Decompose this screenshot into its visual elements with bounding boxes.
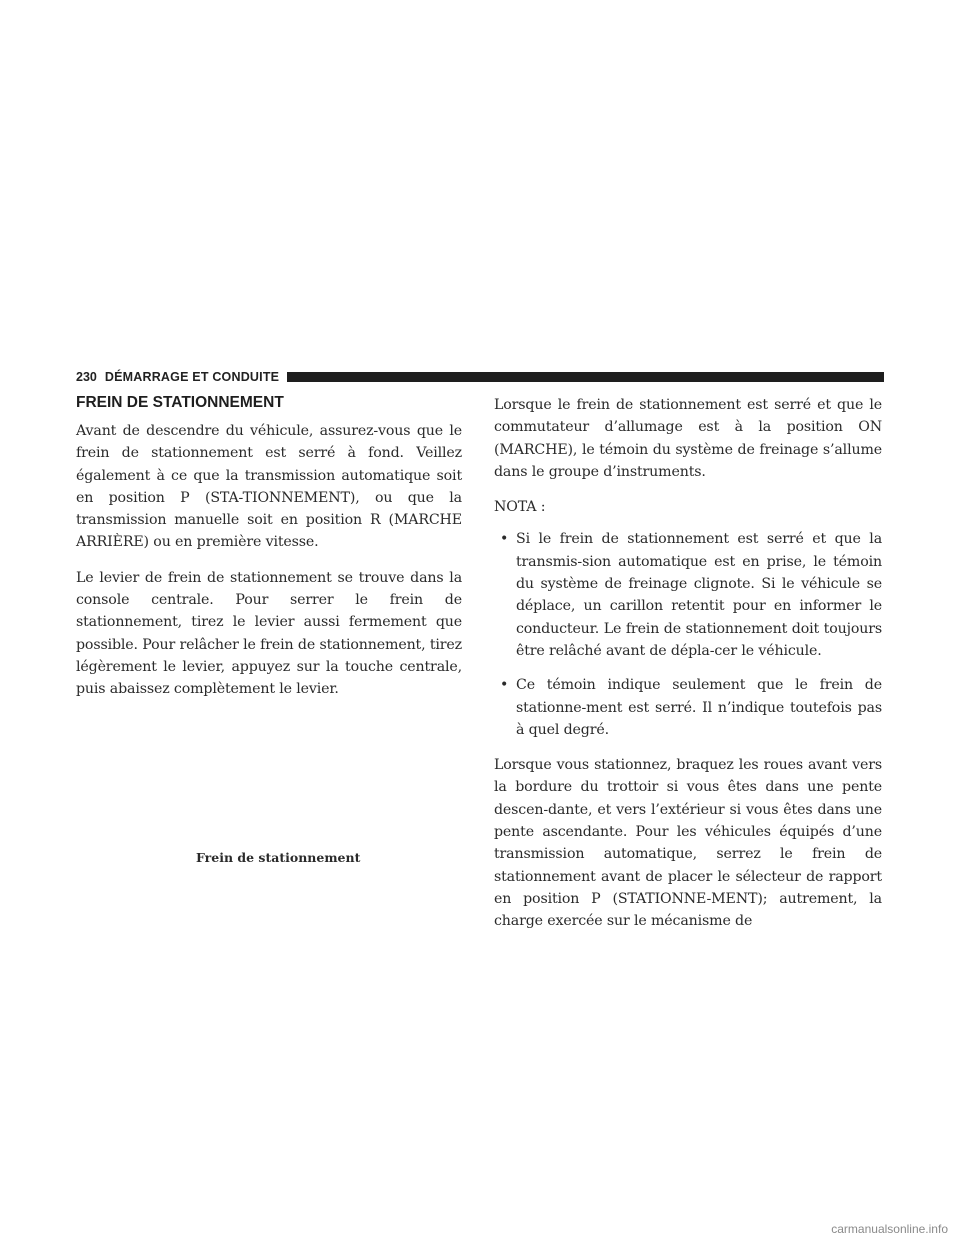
header-rule [287, 372, 884, 382]
nota-label: NOTA : [494, 499, 546, 516]
bullet-icon: • [500, 531, 509, 548]
paragraph-lever-location: Le levier de frein de stationnement se trouve dans la console centrale. Pour serrer le frein de stationnement, tirez le levier aussi fermement que possible. Pour relâcher le frein de stationnement, tirez légèrement le levier, appuyez sur la touche centrale, puis abaissez complètement le levier. [76, 569, 462, 698]
paragraph-parking-slope: Lorsque vous stationnez, braquez les roues avant vers la bordure du trottoir si vous êtes dans une pente descen-dante, et vers l’extérieur si vous êtes dans une pente ascendante. Pour les véhicules équipés d’une transmission automatique, serrez le frein de stationnement avant de placer le sélecteur de rapport en position P (STATIONNE-MENT); autrement, la charge exercée sur le mécanisme de [494, 757, 882, 930]
paragraph-before-leaving: Avant de descendre du véhicule, assurez-vous que le frein de stationnement est serré à fond. Veillez également à ce que la transmission automatique soit en position P (STA-TIONNEMENT), ou que la transmission manuelle soit en position R (MARCHE ARRIÈRE) ou en première vitesse. [76, 423, 462, 551]
right-column [494, 394, 882, 946]
section-title: FREIN DE STATIONNEMENT [76, 394, 284, 411]
nota-item-text: Ce témoin indique seulement que le frein de stationne-ment est serré. Il n’indique toutefois pas à quel degré. [516, 677, 882, 738]
left-column [76, 394, 462, 714]
nota-item-text: Si le frein de stationnement est serré et que la transmis-sion automatique est en prise, le témoin du système de freinage clignote. Si le véhicule se déplace, un carillon retentit pour en informer le conducteur. Le frein de stationnement doit toujours être relâché avant de dépla-cer le véhicule. [516, 531, 882, 659]
paragraph-warning-light: Lorsque le frein de stationnement est serré et que le commutateur d’allumage est à la position ON (MARCHE), le témoin du système de freinage s’allume dans le groupe d’instruments. [494, 397, 882, 480]
nota-list [494, 528, 882, 741]
section-label: DÉMARRAGE ET CONDUITE [104, 370, 280, 384]
nota-item [494, 528, 882, 662]
bullet-icon: • [500, 677, 509, 694]
nota-item [494, 674, 882, 741]
figure-caption: Frein de stationnement [196, 850, 361, 865]
watermark-link[interactable]: carmanualsonline.info [831, 1222, 948, 1236]
page-header [76, 368, 884, 386]
page-number: 230 [76, 370, 97, 384]
